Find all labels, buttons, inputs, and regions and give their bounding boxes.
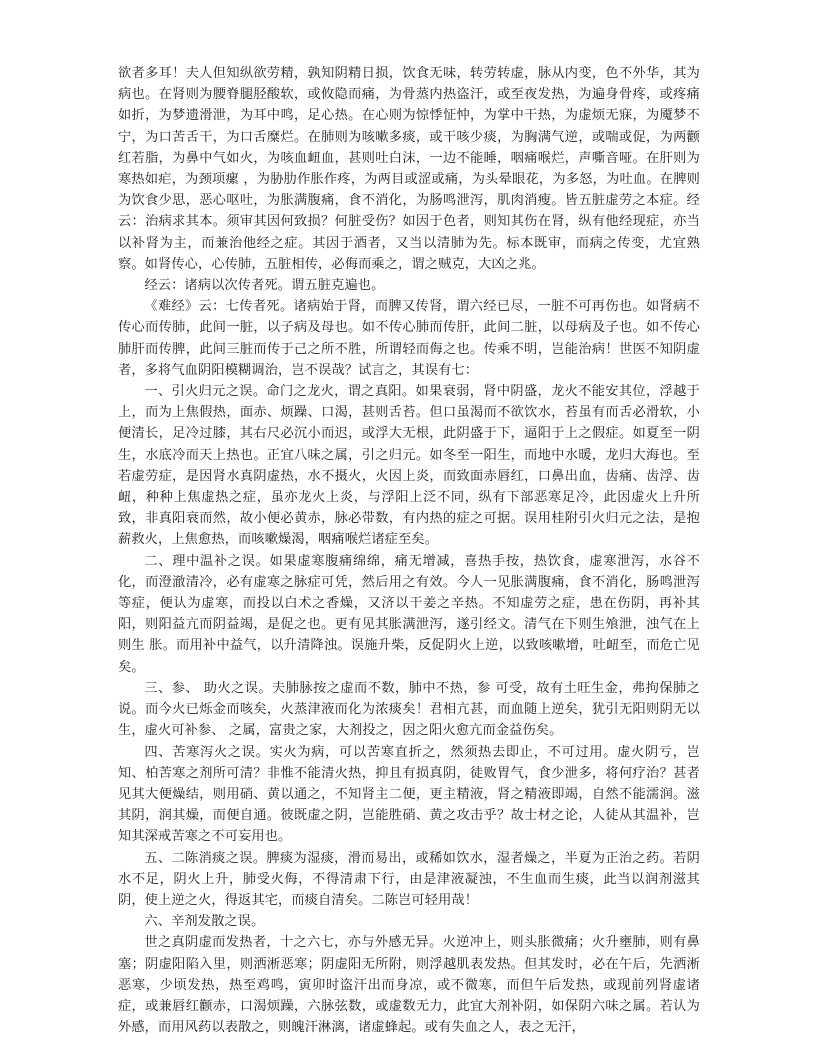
paragraph: 欲者多耳！夫人但知纵欲劳精，孰知阴精日损，饮食无味，转劳转虚，脉从内变，色不外华，其为病也。在肾则为腰脊腿胫酸软，或攸隐而痛，为骨蒸内热盗汗，或至夜发热，为遍身骨疼，或疼痛如折，为梦遗滑泄，为耳中鸣，足心热。在心则为惊悸怔忡，为掌中干热，为虚烦无寐，为魇梦不宁，为口苦舌干，为口舌糜烂。在肺则为咳嗽多痰，或干咳少痰，为胸满气逆，或喘或促，为两颧红若脂，为鼻中气如火，为咳血衄血，甚则吐白沫，一边不能睡，咽痛喉烂，声嘶音哑。在肝则为寒热如疟，为颈项瘰 ，为胁肋作胀作疼，为两目或涩或痛，为头晕眼花，为多怒，为吐血。在脾则为饮食少思，恶心呕吐，为胀满腹痛，食不消化，为肠鸣泄泻，肌肉消瘦。皆五脏虚劳之本症。经云：治病求其本。须审其因何致损？何脏受伤？如因于色者，则知其伤在肾，纵有他经现症，亦当以补肾为主，而兼治他经之症。其因于酒者，又当以清肺为先。标本既审，而病之传变，尤宜熟察。如肾传心，心传肺，五脏相传，必侮而乘之，谓之贼克，大凶之兆。 bbox=[118, 66, 700, 272]
paragraph: 四、苦寒泻火之误。实火为病，可以苦寒直折之，然须热去即止，不可过用。虚火阴亏，岂知、柏苦寒之剂所可清？非惟不能清火热，抑且有损真阴，徒败胃气，食少泄多，将何疗治？甚者见其大便燥结，则用硝、黄以通之，不知肾主二便，更主精液，肾之精液即竭，自然不能濡润。滋其阴，润其燥，而便自通。彼既虚之阴，岂能胜硝、黄之攻击乎？故士材之论，人徒从其温补，岂知其深戒苦寒之不可妄用也。 bbox=[118, 744, 700, 845]
paragraph: 经云：诸病以次传者死。谓五脏克遍也。 bbox=[144, 278, 385, 294]
paragraph: 一、引火归元之误。命门之龙火，谓之真阳。如果衰弱，肾中阴盛，龙火不能安其位，浮越于上，而为上焦假热，面赤、烦躁、口渴，甚则舌苔。但口虽渴而不欲饮水，苔虽有而舌必滑软，小便清长，足冷过膝，其右尺必沉小而迟，或浮大无根，此阴盛于下，逼阳于上之假症。如夏至一阴生，水底冷而天上热也。正宜八味之属，引之归元。如冬至一阳生，而地中水暖，龙归大海也。至若虚劳症，是因肾水真阴虚热，水不摄火，火因上炎，而致面赤唇红，口鼻出血，齿痛、齿浮、齿衄，种种上焦虚热之症，虽亦龙火上炎，与浮阳上泛不同，纵有下部恶寒足冷，此因虚火上升所致，非真阳衰而然，故小便必黄赤，脉必带数，有内热的症之可据。误用桂附引火归元之法，是抱薪救火，上焦愈热，而咳嗽燥渴，咽痛喉烂诸症至矣。 bbox=[118, 384, 700, 548]
paragraph: 三、参、 助火之误。夫肺脉按之虚而不数，肺中不热，参 可受，故有土旺生金，弗拘保肺之说。而今火已烁金而咳矣，火蒸津液而化为浓痰矣！君相亢甚，而血随上逆矣，犹引无阳则阴无以生，虚火可补参、 之属，富贵之家，大剂投之，因之阳火愈亢而金益伤矣。 bbox=[118, 680, 700, 739]
paragraph: 世之真阴虚而发热者，十之六七，亦与外感无异。火逆冲上，则头胀微痛；火升壅肺，则有鼻塞；阴虚阳陷入里，则洒淅恶寒；阴虚阳无所附，则浮越肌表发热。但其发时，必在午后，先洒淅恶寒，少顷发热，热至鸡鸣，寅卯时盗汗出而身凉，或不微寒，而但午后发热，或现前列肾虚诸症，或兼唇红颧赤，口渴烦躁，六脉弦数，或虚数无力，此宜大剂补阴，如保阴六味之属。若认为外感，而用风药以表散之，则魄汗淋漓，诸虚蜂起。或有失血之人，表之无汗， bbox=[118, 935, 700, 1036]
paragraph: 五、二陈消痰之误。脾痰为湿痰，滑而易出，或稀如饮水，湿者燥之，半夏为正治之药。若阴水不足，阴火上升，肺受火侮，不得清肃下行，由是津液凝浊，不生血而生痰，此当以润剂滋其阴，使上逆之火，得返其宅，而痰自清矣。二陈岂可轻用哉！ bbox=[118, 850, 700, 908]
paragraph: 《难经》云：七传者死。诸病始于肾，而脾又传肾，谓六经已尽，一脏不可再伤也。如肾病不传心而传肺，此间一脏，以子病及母也。如不传心肺而传肝，此间二脏，以母病及子也。如不传心肺肝而传脾，此间三脏而传于己之所不胜，所谓轻而侮之也。传乘不明，岂能治病！世医不知阴虚者，多将气血阴阳模糊调治，岂不误哉？试言之，其误有七： bbox=[118, 299, 700, 378]
paragraph: 二、理中温补之误。如果虚寒腹痛绵绵，痛无增减，喜热手按，热饮食，虚寒泄泻，水谷不化，而澄澈清冷，必有虚寒之脉症可凭，然后用之有效。今人一见胀满腹痛，食不消化，肠鸣泄泻等症，便认为虚寒，而投以白术之香燥，又济以干姜之辛热。不知虚劳之症，患在伤阴，再补其阳，则阳益亢而阴益竭，是促之也。更有见其胀满泄泻，遂引经文。清气在下则生飧泄，浊气在上则生 胀。而用补中益气，以升清降浊。误施升柴，反促阴火上逆，以致咳嗽增，吐衄至，而危亡见矣。 bbox=[118, 553, 700, 675]
paragraph: 六、辛剂发散之误。 bbox=[144, 914, 265, 930]
document-body bbox=[118, 63, 700, 1038]
